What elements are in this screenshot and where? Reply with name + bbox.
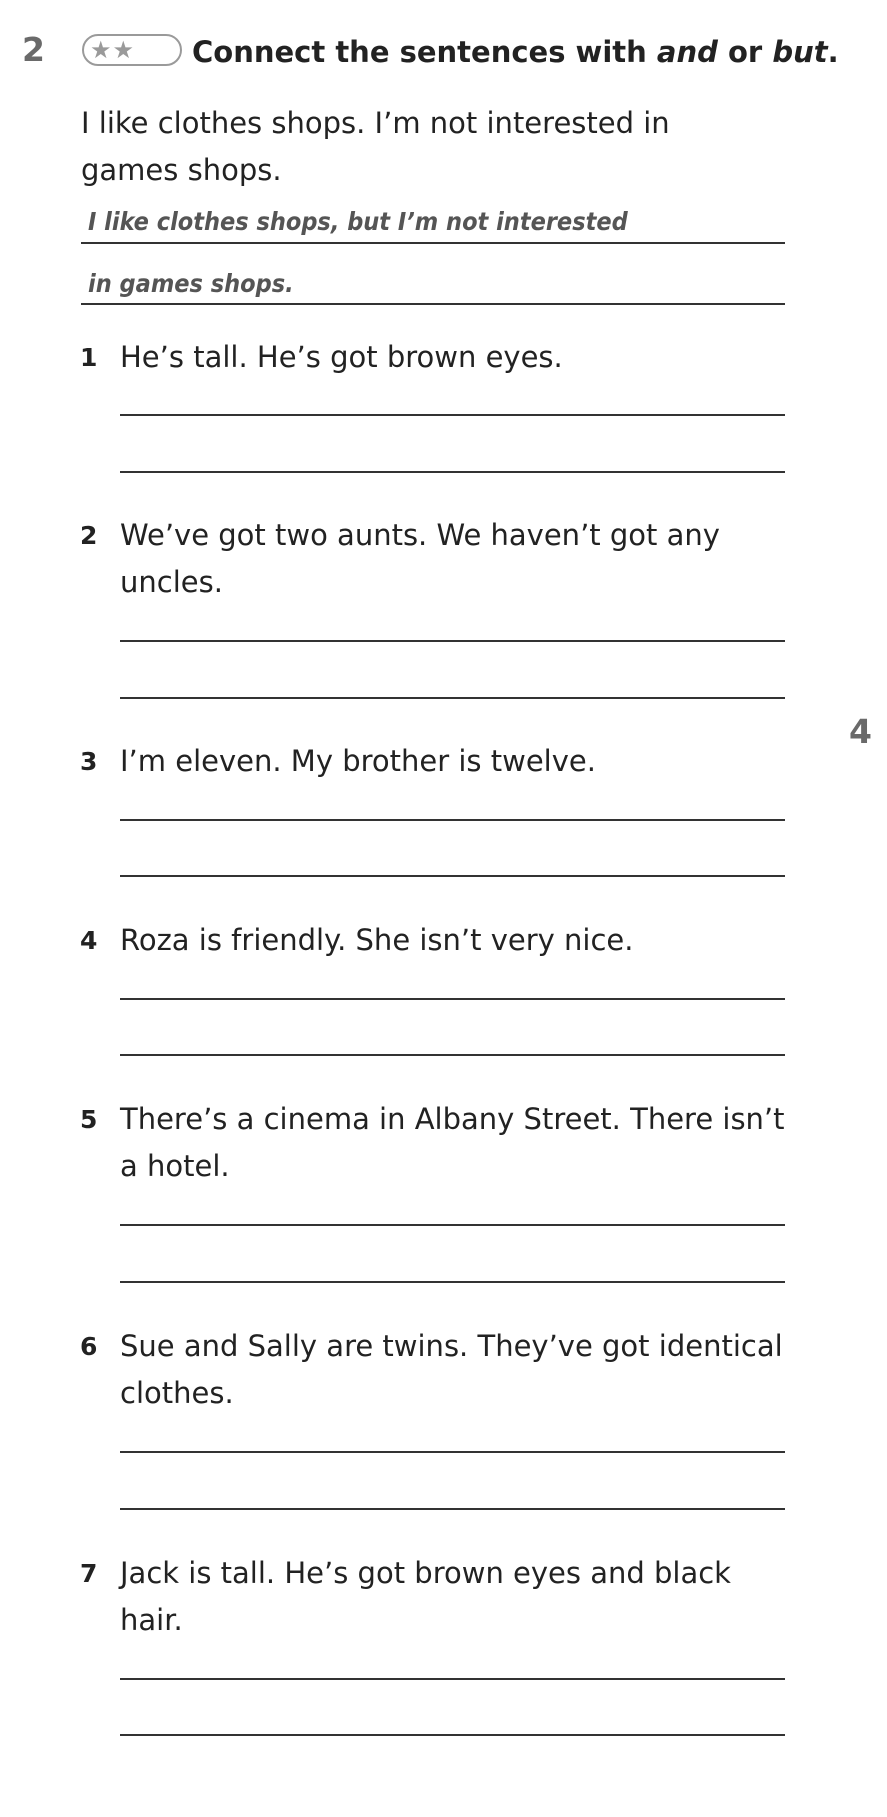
answer-line-3a[interactable] — [120, 819, 785, 821]
item-prompt-4: Roza is friendly. She isn’t very nice. — [120, 923, 634, 957]
answer-line-6a[interactable] — [120, 1451, 785, 1453]
exercise-instruction: Connect the sentences with and or but. — [192, 35, 839, 69]
example-answer-line2: in games shops. — [88, 269, 294, 298]
item-number-3: 3 — [80, 747, 98, 776]
example-answer-underline-1 — [81, 242, 785, 244]
answer-line-4a[interactable] — [120, 998, 785, 1000]
item-number-2: 2 — [80, 521, 98, 550]
example-answer-underline-2 — [81, 303, 785, 305]
answer-line-6b[interactable] — [120, 1508, 785, 1510]
answer-line-7b[interactable] — [120, 1734, 785, 1736]
example-prompt: I like clothes shops. I’m not interested in games shops. — [81, 106, 670, 187]
answer-line-4b[interactable] — [120, 1054, 785, 1056]
exercise-number: 2 — [22, 30, 45, 69]
item-number-1: 1 — [80, 343, 98, 372]
answer-line-1b[interactable] — [120, 471, 785, 473]
answer-line-1a[interactable] — [120, 414, 785, 416]
item-number-6: 6 — [80, 1332, 98, 1361]
difficulty-stars-badge — [82, 34, 182, 66]
item-prompt-2: We’ve got two aunts. We haven’t got any uncles. — [120, 518, 720, 599]
star-icon: ★★ — [90, 36, 136, 64]
answer-line-2a[interactable] — [120, 640, 785, 642]
unit-number: 4 — [849, 712, 872, 751]
item-prompt-5: There’s a cinema in Albany Street. There isn’t a hotel. — [120, 1102, 785, 1183]
item-prompt-1: He’s tall. He’s got brown eyes. — [120, 340, 563, 374]
item-number-4: 4 — [80, 926, 98, 955]
item-prompt-7: Jack is tall. He’s got brown eyes and black hair. — [120, 1556, 731, 1637]
answer-line-5a[interactable] — [120, 1224, 785, 1226]
answer-line-3b[interactable] — [120, 875, 785, 877]
item-number-5: 5 — [80, 1105, 98, 1134]
answer-line-2b[interactable] — [120, 697, 785, 699]
item-prompt-6: Sue and Sally are twins. They’ve got identical clothes. — [120, 1329, 783, 1410]
example-answer-line1: I like clothes shops, but I’m not interested — [88, 207, 628, 236]
item-prompt-3: I’m eleven. My brother is twelve. — [120, 744, 596, 778]
answer-line-5b[interactable] — [120, 1281, 785, 1283]
item-number-7: 7 — [80, 1559, 98, 1588]
answer-line-7a[interactable] — [120, 1678, 785, 1680]
